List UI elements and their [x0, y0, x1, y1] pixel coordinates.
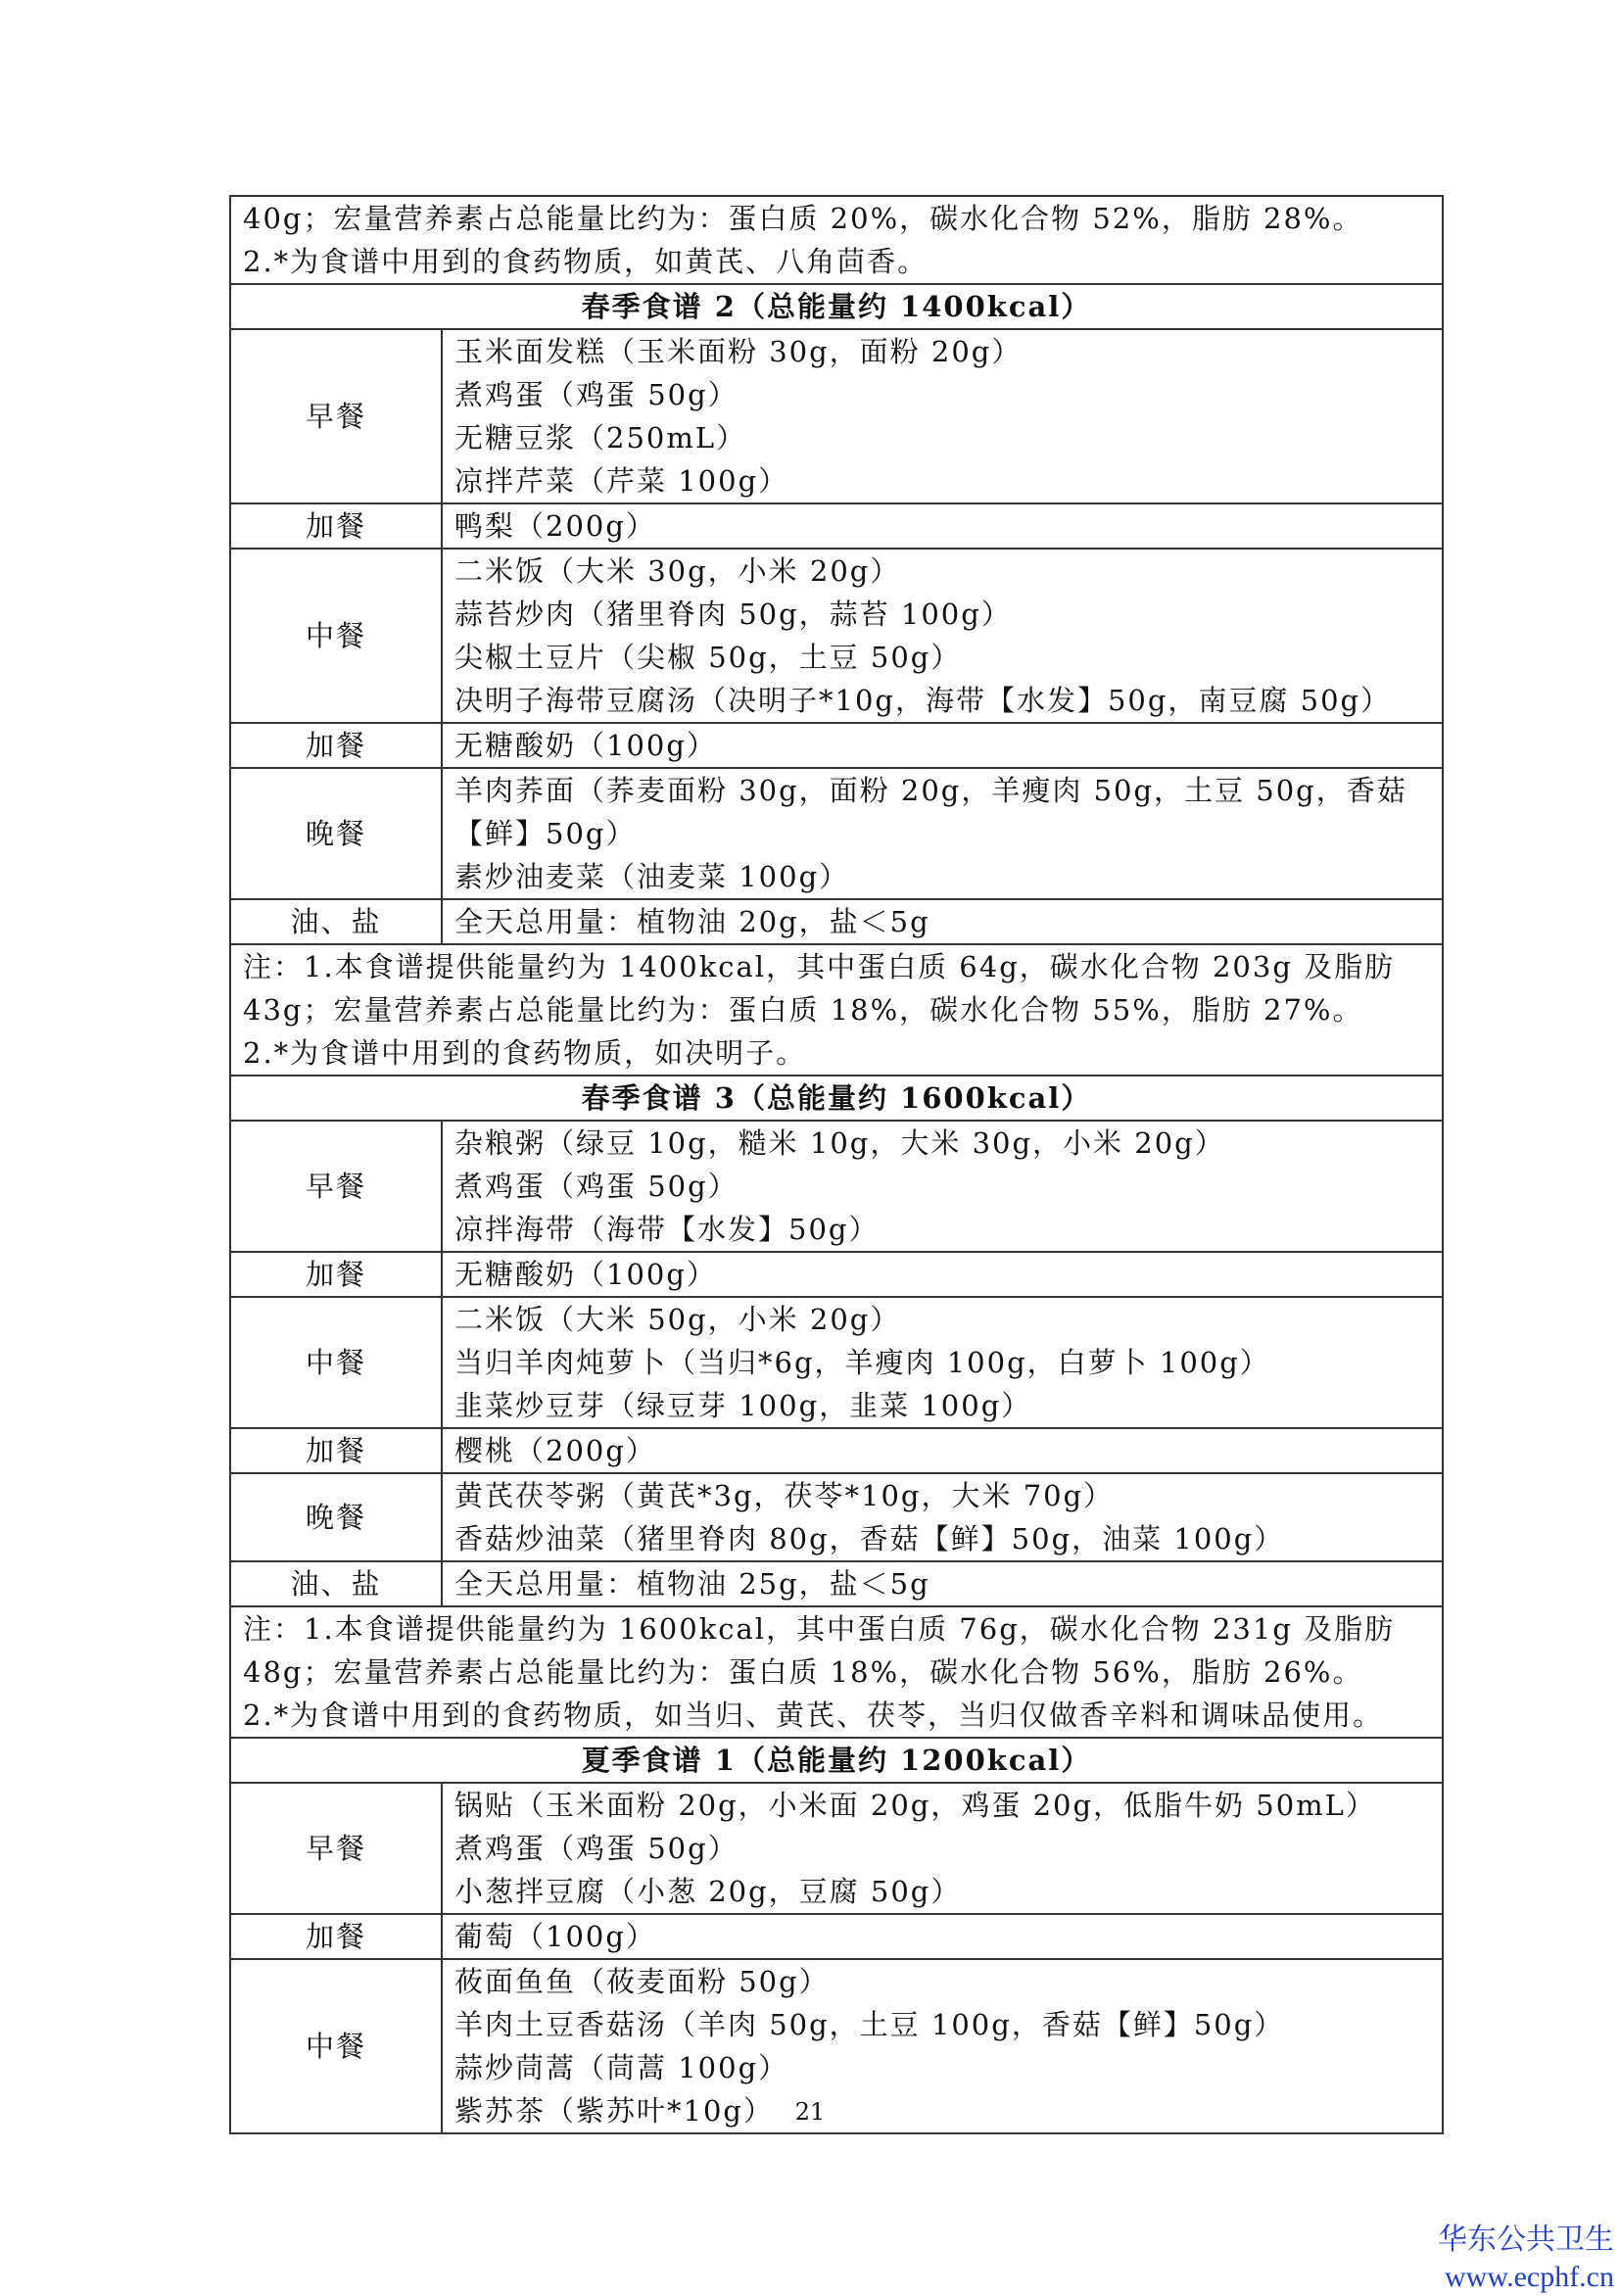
meal-item: 羊肉荞面（荞麦面粉 30g，面粉 20g，羊瘦肉 50g，土豆 50g，香菇【鲜】50g） — [454, 774, 1407, 850]
meal-item: 小葱拌豆腐（小葱 20g，豆腐 50g） — [454, 1875, 962, 1908]
meal-items — [442, 723, 1443, 768]
meal-item: 凉拌海带（海带【水发】50g） — [454, 1213, 880, 1246]
top-note-cell — [230, 196, 1443, 284]
menu-table — [229, 195, 1444, 2134]
menu-note-line: 2.*为食谱中用到的食药物质，如当归、黄芪、茯苓，当归仅做香辛料和调味品使用。 — [243, 1698, 1384, 1732]
meal-row — [230, 1561, 1443, 1606]
meal-row — [230, 503, 1443, 549]
meal-items — [442, 549, 1443, 723]
meal-items — [442, 1297, 1443, 1428]
menu-title: 夏季食谱 1（总能量约 1200kcal） — [230, 1738, 1443, 1783]
meal-item: 煮鸡蛋（鸡蛋 50g） — [454, 1832, 739, 1865]
menu-note-row — [230, 944, 1443, 1076]
meal-item: 锅贴（玉米面粉 20g，小米面 20g，鸡蛋 20g，低脂牛奶 50mL） — [454, 1789, 1376, 1822]
menu-note-line: 2.*为食谱中用到的食药物质，如决明子。 — [243, 1036, 807, 1070]
meal-row — [230, 329, 1443, 503]
meal-item: 凉拌芹菜（芹菜 100g） — [454, 464, 789, 498]
meal-items — [442, 1121, 1443, 1252]
meal-label: 早餐 — [230, 1121, 442, 1252]
meal-items — [442, 768, 1443, 899]
meal-item: 二米饭（大米 30g，小米 20g） — [454, 554, 901, 588]
meal-item: 无糖酸奶（100g） — [454, 729, 717, 762]
meal-label: 早餐 — [230, 329, 442, 503]
menu-title-row — [230, 284, 1443, 329]
meal-label: 油、盐 — [230, 899, 442, 944]
meal-label: 晚餐 — [230, 1473, 442, 1561]
meal-item: 鸭梨（200g） — [454, 509, 656, 543]
meal-item: 全天总用量：植物油 20g，盐＜5g — [454, 905, 930, 938]
meal-row — [230, 1297, 1443, 1428]
meal-row — [230, 1428, 1443, 1473]
menu-title-row — [230, 1738, 1443, 1783]
page-number: 21 — [794, 2098, 826, 2126]
meal-items — [442, 1473, 1443, 1561]
meal-row — [230, 1914, 1443, 1959]
meal-row — [230, 549, 1443, 723]
meal-label: 加餐 — [230, 1914, 442, 1959]
meal-item: 杂粮粥（绿豆 10g，糙米 10g，大米 30g，小米 20g） — [454, 1126, 1225, 1160]
watermark-name: 华东公共卫生 — [1438, 2223, 1614, 2257]
meal-label: 加餐 — [230, 1252, 442, 1297]
meal-label: 加餐 — [230, 503, 442, 549]
menu-note-line: 43g；宏量营养素占总能量比约为：蛋白质 18%，碳水化合物 55%，脂肪 27%。 — [243, 993, 1363, 1027]
meal-item: 葡萄（100g） — [454, 1920, 656, 1953]
menu-title-row — [230, 1076, 1443, 1121]
meal-label: 晚餐 — [230, 768, 442, 899]
meal-row — [230, 899, 1443, 944]
meal-item: 决明子海带豆腐汤（决明子*10g，海带【水发】50g，南豆腐 50g） — [454, 684, 1392, 717]
meal-item: 韭菜炒豆芽（绿豆芽 100g，韭菜 100g） — [454, 1389, 1032, 1422]
meal-item: 香菇炒油菜（猪里脊肉 80g，香菇【鲜】50g，油菜 100g） — [454, 1522, 1285, 1555]
meal-item: 二米饭（大米 50g，小米 20g） — [454, 1303, 901, 1336]
watermark — [1438, 2222, 1614, 2296]
meal-item: 樱桃（200g） — [454, 1434, 656, 1467]
meal-label: 油、盐 — [230, 1561, 442, 1606]
menu-title: 春季食谱 3（总能量约 1600kcal） — [230, 1076, 1443, 1121]
meal-row — [230, 723, 1443, 768]
top-note-line-2: 2.*为食谱中用到的食药物质，如黄芪、八角茴香。 — [243, 245, 929, 278]
meal-items — [442, 1252, 1443, 1297]
meal-item: 羊肉土豆香菇汤（羊肉 50g，土豆 100g，香菇【鲜】50g） — [454, 2008, 1285, 2041]
top-note-row — [230, 196, 1443, 284]
meal-label: 加餐 — [230, 1428, 442, 1473]
menu-title: 春季食谱 2（总能量约 1400kcal） — [230, 284, 1443, 329]
meal-item: 当归羊肉炖萝卜（当归*6g，羊瘦肉 100g，白萝卜 100g） — [454, 1346, 1270, 1379]
menu-note-line: 注：1.本食谱提供能量约为 1600kcal，其中蛋白质 76g，碳水化合物 231g 及脂肪 — [243, 1612, 1396, 1646]
meal-item: 尖椒土豆片（尖椒 50g，土豆 50g） — [454, 641, 962, 674]
meal-item: 无糖豆浆（250mL） — [454, 421, 747, 454]
meal-item: 蒜苔炒肉（猪里脊肉 50g，蒜苔 100g） — [454, 598, 1012, 631]
menu-note-row — [230, 1606, 1443, 1738]
meal-items — [442, 1428, 1443, 1473]
meal-item: 素炒油麦菜（油麦菜 100g） — [454, 860, 850, 893]
meal-label: 中餐 — [230, 1959, 442, 2133]
meal-item: 紫苏茶（紫苏叶*10g） — [454, 2094, 774, 2128]
meal-label: 中餐 — [230, 1297, 442, 1428]
menu-note — [230, 1606, 1443, 1738]
meal-item: 无糖酸奶（100g） — [454, 1258, 717, 1291]
meal-items — [442, 329, 1443, 503]
meal-items — [442, 1561, 1443, 1606]
watermark-url[interactable]: www.ecphf.cn — [1445, 2261, 1614, 2293]
top-note-line-1: 40g；宏量营养素占总能量比约为：蛋白质 20%，碳水化合物 52%，脂肪 28%。 — [243, 202, 1363, 235]
meal-item: 蒜炒茼蒿（茼蒿 100g） — [454, 2051, 789, 2084]
meal-item: 全天总用量：植物油 25g，盐＜5g — [454, 1567, 930, 1601]
meal-items — [442, 1914, 1443, 1959]
menu-table-body — [230, 196, 1443, 2133]
meal-label: 中餐 — [230, 549, 442, 723]
meal-row — [230, 1121, 1443, 1252]
menu-note-line: 48g；宏量营养素占总能量比约为：蛋白质 18%，碳水化合物 56%，脂肪 26%。 — [243, 1655, 1363, 1689]
meal-item: 煮鸡蛋（鸡蛋 50g） — [454, 1170, 739, 1203]
menu-note-line: 注：1.本食谱提供能量约为 1400kcal，其中蛋白质 64g，碳水化合物 203g 及脂肪 — [243, 950, 1396, 983]
menu-note — [230, 944, 1443, 1076]
meal-row — [230, 1252, 1443, 1297]
meal-items — [442, 1783, 1443, 1914]
meal-row — [230, 768, 1443, 899]
meal-item: 黄芪茯苓粥（黄芪*3g，茯苓*10g，大米 70g） — [454, 1479, 1115, 1512]
meal-item: 玉米面发糕（玉米面粉 30g，面粉 20g） — [454, 335, 1023, 368]
meal-row — [230, 1783, 1443, 1914]
meal-items — [442, 899, 1443, 944]
meal-row — [230, 1473, 1443, 1561]
meal-items — [442, 503, 1443, 549]
meal-label: 早餐 — [230, 1783, 442, 1914]
meal-label: 加餐 — [230, 723, 442, 768]
meal-item: 莜面鱼鱼（莜麦面粉 50g） — [454, 1965, 830, 1998]
meal-item: 煮鸡蛋（鸡蛋 50g） — [454, 378, 739, 411]
